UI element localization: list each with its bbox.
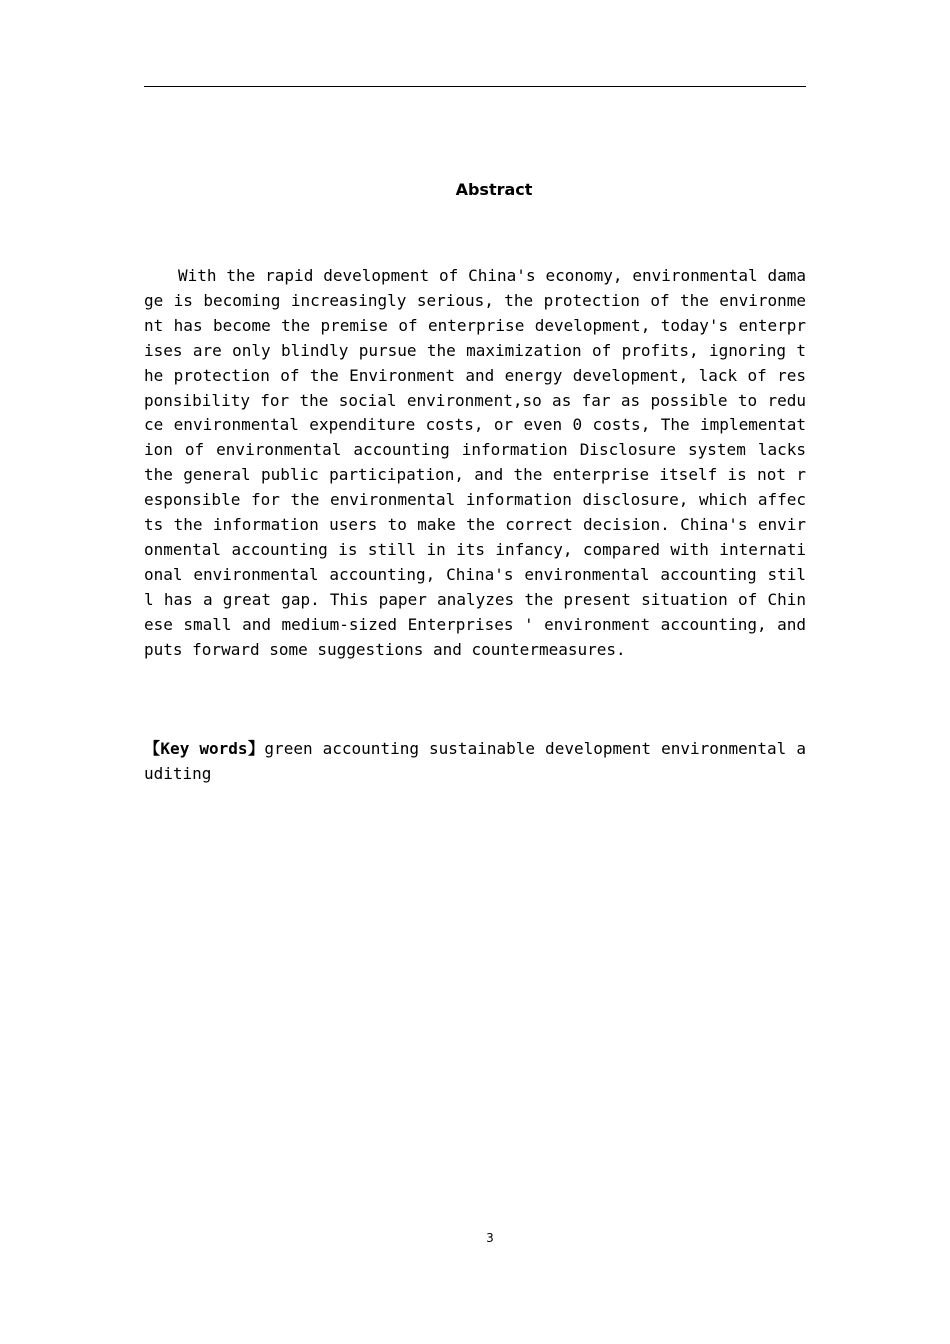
abstract-body: With the rapid development of China's economy, environmental damage is becoming increasingly serious, the protection of the environment has become the premise of enterprise development, today's enterprises are only blindly pursue the maximization of profits, ignoring the protection of the Environment and energy development, lack of responsibility for the social environment,so as far as possible to reduce environmental expenditure costs, or even 0 costs, The implementation of environmental accounting information Disclosure system lacks the general public participation, and the enterprise itself is not responsible for the environmental information disclosure, which affects the information users to make the correct decision. China's environmental accounting is still in its infancy, compared with international environmental accounting, China's environmental accounting still has a great gap. This paper analyzes the present situation of Chinese small and medium-sized Enterprises ' environment accounting, and puts forward some suggestions and countermeasures. [144, 266, 806, 659]
abstract-title: Abstract [455, 180, 533, 199]
keywords-paragraph [144, 737, 806, 787]
keywords-label: 【Key words】 [144, 739, 265, 758]
keywords-text: green accounting sustainable development environmental auditing [144, 739, 807, 783]
page-number: 3 [486, 1231, 494, 1245]
header-rule [144, 86, 806, 87]
